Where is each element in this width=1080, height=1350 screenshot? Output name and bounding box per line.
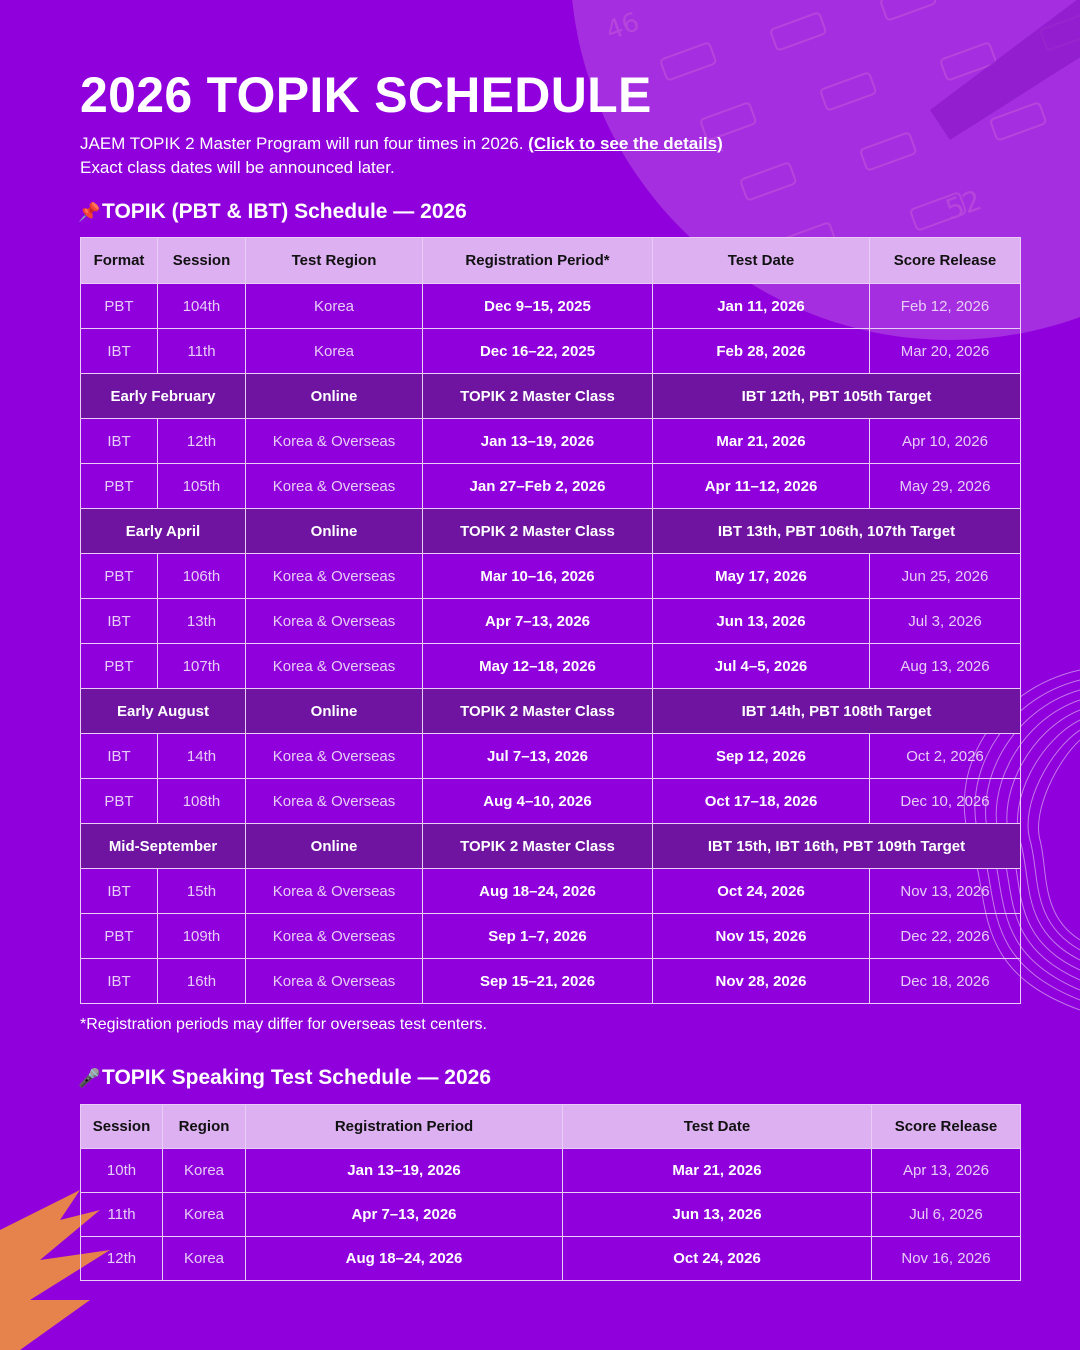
- session-cell: 14th: [158, 734, 246, 779]
- table-row: [81, 959, 1021, 1004]
- test-date-cell: Oct 24, 2026: [653, 869, 870, 914]
- registration-cell: Aug 18–24, 2026: [246, 1237, 563, 1281]
- registration-cell: Apr 7–13, 2026: [246, 1193, 563, 1237]
- test-date-cell: Oct 17–18, 2026: [653, 779, 870, 824]
- registration-cell: Jul 7–13, 2026: [423, 734, 653, 779]
- intro-text: [80, 132, 723, 180]
- region-cell: Korea & Overseas: [246, 959, 423, 1004]
- table-row: [81, 284, 1021, 329]
- test-date-cell: May 17, 2026: [653, 554, 870, 599]
- region-cell: Korea: [246, 284, 423, 329]
- session-cell: 105th: [158, 464, 246, 509]
- format-cell: PBT: [81, 284, 158, 329]
- details-link[interactable]: (Click to see the details): [528, 134, 723, 153]
- registration-cell: Jan 13–19, 2026: [246, 1149, 563, 1193]
- test-date-cell: Apr 11–12, 2026: [653, 464, 870, 509]
- score-release-cell: Dec 10, 2026: [870, 779, 1021, 824]
- session-cell: 15th: [158, 869, 246, 914]
- class-period-cell: Early February: [81, 374, 246, 419]
- format-cell: PBT: [81, 464, 158, 509]
- col-header-test-date: Test Date: [653, 238, 870, 284]
- region-cell: Korea & Overseas: [246, 644, 423, 689]
- score-release-cell: May 29, 2026: [870, 464, 1021, 509]
- table-row: [81, 419, 1021, 464]
- region-cell: Korea & Overseas: [246, 779, 423, 824]
- score-release-cell: Jul 6, 2026: [872, 1193, 1021, 1237]
- region-cell: Korea: [163, 1193, 246, 1237]
- table-row: [81, 1149, 1021, 1193]
- session-cell: 107th: [158, 644, 246, 689]
- class-name-cell: TOPIK 2 Master Class: [423, 509, 653, 554]
- class-mode-cell: Online: [246, 509, 423, 554]
- registration-cell: Sep 1–7, 2026: [423, 914, 653, 959]
- registration-cell: Aug 18–24, 2026: [423, 869, 653, 914]
- region-cell: Korea & Overseas: [246, 734, 423, 779]
- score-release-cell: Mar 20, 2026: [870, 329, 1021, 374]
- format-cell: IBT: [81, 959, 158, 1004]
- col-header-registration-period: Registration Period: [246, 1105, 563, 1149]
- speaking-section-title-text: TOPIK Speaking Test Schedule — 2026: [102, 1066, 492, 1089]
- score-release-cell: Apr 10, 2026: [870, 419, 1021, 464]
- table-header-row: [81, 238, 1021, 284]
- session-cell: 109th: [158, 914, 246, 959]
- test-date-cell: Sep 12, 2026: [653, 734, 870, 779]
- topik-section-title-text: TOPIK (PBT & IBT) Schedule — 2026: [102, 200, 467, 223]
- score-release-cell: Feb 12, 2026: [870, 284, 1021, 329]
- registration-footnote: *Registration periods may differ for overseas test centers.: [80, 1016, 487, 1033]
- score-release-cell: Jun 25, 2026: [870, 554, 1021, 599]
- format-cell: PBT: [81, 779, 158, 824]
- region-cell: Korea & Overseas: [246, 554, 423, 599]
- region-cell: Korea: [246, 329, 423, 374]
- class-mode-cell: Online: [246, 689, 423, 734]
- test-date-cell: Jun 13, 2026: [563, 1193, 872, 1237]
- test-date-cell: Feb 28, 2026: [653, 329, 870, 374]
- registration-cell: Sep 15–21, 2026: [423, 959, 653, 1004]
- col-header-session: Session: [81, 1105, 163, 1149]
- col-header-score-release: Score Release: [872, 1105, 1021, 1149]
- format-cell: PBT: [81, 914, 158, 959]
- svg-text:46: 46: [602, 7, 644, 47]
- table-row: [81, 779, 1021, 824]
- region-cell: Korea & Overseas: [246, 419, 423, 464]
- page-title: 2026 TOPIK SCHEDULE: [80, 67, 652, 123]
- class-name-cell: TOPIK 2 Master Class: [423, 689, 653, 734]
- table-row: [81, 599, 1021, 644]
- session-cell: 16th: [158, 959, 246, 1004]
- test-date-cell: Mar 21, 2026: [563, 1149, 872, 1193]
- format-cell: IBT: [81, 869, 158, 914]
- table-header-row: [81, 1105, 1021, 1149]
- test-date-cell: Jun 13, 2026: [653, 599, 870, 644]
- test-date-cell: Oct 24, 2026: [563, 1237, 872, 1281]
- test-date-cell: Nov 28, 2026: [653, 959, 870, 1004]
- table-row: [81, 329, 1021, 374]
- class-group-row: [81, 689, 1021, 734]
- region-cell: Korea & Overseas: [246, 464, 423, 509]
- score-release-cell: Dec 22, 2026: [870, 914, 1021, 959]
- score-release-cell: Jul 3, 2026: [870, 599, 1021, 644]
- table-row: [81, 734, 1021, 779]
- session-cell: 12th: [81, 1237, 163, 1281]
- region-cell: Korea & Overseas: [246, 914, 423, 959]
- region-cell: Korea & Overseas: [246, 869, 423, 914]
- svg-text:52: 52: [941, 183, 986, 227]
- class-target-cell: IBT 14th, PBT 108th Target: [653, 689, 1021, 734]
- intro-line-2: Exact class dates will be announced later.: [80, 158, 395, 177]
- session-cell: 106th: [158, 554, 246, 599]
- table-row: [81, 464, 1021, 509]
- session-cell: 11th: [158, 329, 246, 374]
- score-release-cell: Dec 18, 2026: [870, 959, 1021, 1004]
- table-row: [81, 1193, 1021, 1237]
- class-target-cell: IBT 12th, PBT 105th Target: [653, 374, 1021, 419]
- registration-cell: Apr 7–13, 2026: [423, 599, 653, 644]
- col-header-session: Session: [158, 238, 246, 284]
- speaking-schedule-table: [80, 1104, 1021, 1281]
- registration-cell: Jan 13–19, 2026: [423, 419, 653, 464]
- session-cell: 10th: [81, 1149, 163, 1193]
- class-mode-cell: Online: [246, 374, 423, 419]
- col-header-score-release: Score Release: [870, 238, 1021, 284]
- class-mode-cell: Online: [246, 824, 423, 869]
- format-cell: PBT: [81, 644, 158, 689]
- topik-section-title: [78, 200, 467, 224]
- col-header-format: Format: [81, 238, 158, 284]
- registration-cell: Jan 27–Feb 2, 2026: [423, 464, 653, 509]
- registration-cell: Dec 9–15, 2025: [423, 284, 653, 329]
- class-target-cell: IBT 15th, IBT 16th, PBT 109th Target: [653, 824, 1021, 869]
- intro-line-1: JAEM TOPIK 2 Master Program will run four times in 2026.: [80, 134, 524, 153]
- pushpin-icon: 📌: [78, 201, 101, 222]
- class-period-cell: Early April: [81, 509, 246, 554]
- score-release-cell: Nov 13, 2026: [870, 869, 1021, 914]
- col-header-registration-period: Registration Period*: [423, 238, 653, 284]
- class-group-row: [81, 374, 1021, 419]
- col-header-region: Region: [163, 1105, 246, 1149]
- table-row: [81, 914, 1021, 959]
- table-row: [81, 869, 1021, 914]
- topik-schedule-table: [80, 237, 1021, 1004]
- class-name-cell: TOPIK 2 Master Class: [423, 374, 653, 419]
- format-cell: PBT: [81, 554, 158, 599]
- session-cell: 104th: [158, 284, 246, 329]
- test-date-cell: Jul 4–5, 2026: [653, 644, 870, 689]
- col-header-test-region: Test Region: [246, 238, 423, 284]
- score-release-cell: Apr 13, 2026: [872, 1149, 1021, 1193]
- test-date-cell: Mar 21, 2026: [653, 419, 870, 464]
- table-row: [81, 644, 1021, 689]
- session-cell: 108th: [158, 779, 246, 824]
- score-release-cell: Nov 16, 2026: [872, 1237, 1021, 1281]
- table-row: [81, 554, 1021, 599]
- class-period-cell: Early August: [81, 689, 246, 734]
- table-row: [81, 1237, 1021, 1281]
- score-release-cell: Oct 2, 2026: [870, 734, 1021, 779]
- registration-cell: May 12–18, 2026: [423, 644, 653, 689]
- microphone-icon: 🎤: [78, 1067, 101, 1088]
- class-target-cell: IBT 13th, PBT 106th, 107th Target: [653, 509, 1021, 554]
- region-cell: Korea & Overseas: [246, 599, 423, 644]
- format-cell: IBT: [81, 419, 158, 464]
- registration-cell: Mar 10–16, 2026: [423, 554, 653, 599]
- class-period-cell: Mid-September: [81, 824, 246, 869]
- format-cell: IBT: [81, 599, 158, 644]
- score-release-cell: Aug 13, 2026: [870, 644, 1021, 689]
- class-group-row: [81, 509, 1021, 554]
- class-group-row: [81, 824, 1021, 869]
- class-name-cell: TOPIK 2 Master Class: [423, 824, 653, 869]
- test-date-cell: Nov 15, 2026: [653, 914, 870, 959]
- region-cell: Korea: [163, 1149, 246, 1193]
- speaking-section-title: [78, 1066, 491, 1090]
- session-cell: 11th: [81, 1193, 163, 1237]
- test-date-cell: Jan 11, 2026: [653, 284, 870, 329]
- format-cell: IBT: [81, 734, 158, 779]
- registration-cell: Aug 4–10, 2026: [423, 779, 653, 824]
- col-header-test-date: Test Date: [563, 1105, 872, 1149]
- session-cell: 12th: [158, 419, 246, 464]
- registration-cell: Dec 16–22, 2025: [423, 329, 653, 374]
- session-cell: 13th: [158, 599, 246, 644]
- region-cell: Korea: [163, 1237, 246, 1281]
- format-cell: IBT: [81, 329, 158, 374]
